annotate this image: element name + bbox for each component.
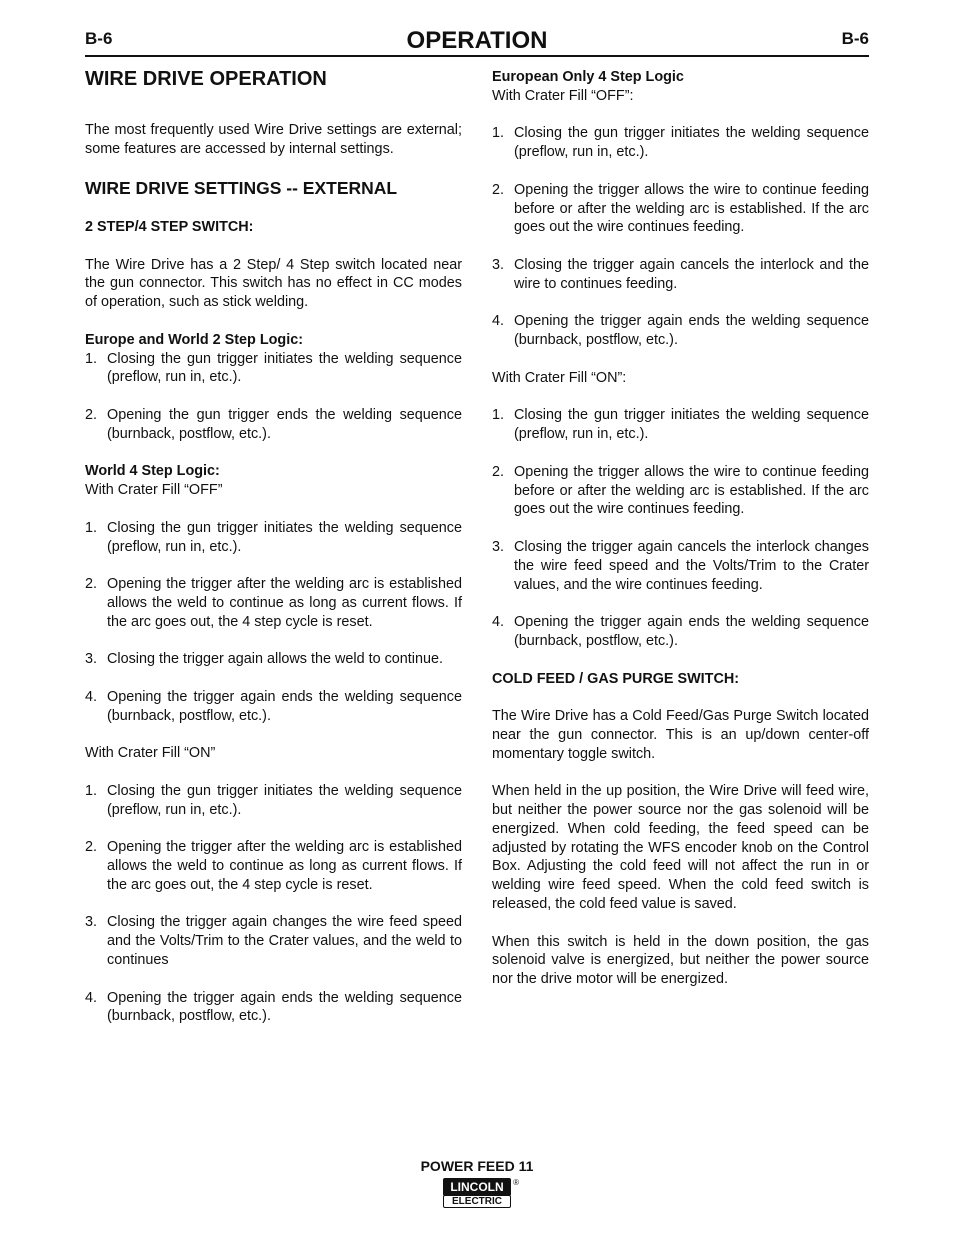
list-text: Opening the trigger again ends the welding sequence (burnback, postflow, etc.). <box>514 313 869 349</box>
list-item <box>85 688 462 726</box>
list-number: 4. <box>492 614 505 631</box>
list-number: 1. <box>85 350 98 367</box>
subsection-title: WIRE DRIVE SETTINGS -- EXTERNAL <box>85 178 398 199</box>
list-item <box>85 650 462 669</box>
list-item <box>492 463 869 519</box>
list-text: Opening the trigger again ends the welding sequence (burnback, postflow, etc.). <box>107 688 462 724</box>
crater-on-label: With Crater Fill “ON”: <box>492 369 627 386</box>
page-footer <box>0 1158 954 1209</box>
list-item <box>492 538 869 594</box>
list-text: Opening the trigger after the welding arc is established allows the weld to continue as long as current flows. If the arc goes out, the 4 step cycle is reset. <box>107 839 462 893</box>
page-title: OPERATION <box>406 27 548 54</box>
list-text: Closing the gun trigger initiates the welding sequence (preflow, run in, etc.). <box>107 519 462 555</box>
lincoln-electric-logo <box>443 1178 519 1208</box>
intro-paragraph: The most frequently used Wire Drive settings are external; some features are accessed by internal settings. <box>85 121 462 157</box>
list-number: 1. <box>85 519 98 536</box>
page-header <box>85 26 869 56</box>
list-text: Opening the trigger again ends the welding sequence (burnback, postflow, etc.). <box>514 614 869 649</box>
list-number: 3. <box>492 538 505 555</box>
list-number: 1. <box>492 407 505 424</box>
list-text: Opening the trigger again ends the welding sequence (burnback, postflow, etc.). <box>107 989 462 1025</box>
list-item <box>85 575 462 631</box>
right-column <box>492 66 869 989</box>
cold-feed-heading: COLD FEED / GAS PURGE SWITCH: <box>492 670 740 687</box>
list-item <box>492 256 869 294</box>
page-code-left: B-6 <box>85 29 113 48</box>
list-item <box>85 913 462 969</box>
list-number: 2. <box>85 406 98 423</box>
list-item <box>492 406 869 444</box>
list-item <box>492 312 869 350</box>
left-column <box>85 66 462 1026</box>
world-4step-label: World 4 Step Logic: <box>85 463 220 480</box>
list-text: Opening the trigger allows the wire to continue feeding before or after the welding arc is established. If the arc goes out the wire continues feeding. <box>514 463 869 518</box>
header-rule <box>85 55 869 57</box>
list-number: 4. <box>85 989 98 1006</box>
product-name: POWER FEED 11 <box>420 1158 534 1174</box>
list-number: 1. <box>492 125 505 142</box>
page-code-right: B-6 <box>841 29 869 48</box>
list-text: Closing the trigger again cancels the interlock changes the wire feed speed and the Volts/Trim to the Crater values, and the wire continues feeding. <box>514 538 869 593</box>
list-number: 2. <box>492 463 505 480</box>
list-item <box>492 124 869 162</box>
list-text: Opening the trigger allows the wire to continue feeding before or after the welding arc is established. If the arc goes out the wire continues feeding. <box>514 181 869 236</box>
cold-feed-paragraph-2: When held in the up position, the Wire Drive will feed wire, but neither the power source nor the gas solenoid will be energized. When cold feeding, the feed speed can be adjusted by rotating the WFS encoder knob on the Control Box. Adjusting the cold feed will not affect the run in or welding wire feed speed. When the cold feed switch is released, the cold feed value is saved. <box>492 783 869 913</box>
list-number: 2. <box>85 576 98 593</box>
logo-top-text: LINCOLN <box>443 1178 510 1196</box>
list-number: 4. <box>85 688 98 705</box>
list-number: 1. <box>85 782 98 799</box>
switch-paragraph: The Wire Drive has a 2 Step/ 4 Step switch located near the gun connector. This switch has no effect in CC modes of operation, such as stick welding. <box>85 256 462 311</box>
europe-2step-label: Europe and World 2 Step Logic: <box>85 331 304 348</box>
logo-bottom-text: ELECTRIC <box>443 1195 511 1208</box>
list-number: 3. <box>85 914 98 931</box>
list-text: Opening the gun trigger ends the welding sequence (burnback, postflow, etc.). <box>107 406 462 442</box>
list-item <box>85 350 462 388</box>
crater-on-label: With Crater Fill “ON” <box>85 745 216 762</box>
crater-off-label: With Crater Fill “OFF”: <box>492 87 634 104</box>
cold-feed-paragraph-1: The Wire Drive has a Cold Feed/Gas Purge Switch located near the gun connector. This is an up/down center-off momentary toggle switch. <box>492 708 869 762</box>
registered-mark: ® <box>513 1178 519 1187</box>
list-number: 3. <box>492 256 505 273</box>
crater-off-label: With Crater Fill “OFF” <box>85 482 223 499</box>
list-item <box>85 782 462 820</box>
list-item <box>85 989 462 1027</box>
cold-feed-paragraph-3: When this switch is held in the down position, the gas solenoid valve is energized, but neither the power source nor the drive motor will be energized. <box>492 933 869 988</box>
list-text: Closing the gun trigger initiates the welding sequence (preflow, run in, etc.). <box>514 407 869 443</box>
list-text: Closing the trigger again cancels the interlock and the wire to continues feeding. <box>514 256 869 292</box>
list-item <box>492 181 869 237</box>
list-text: Closing the trigger again allows the weld to continue. <box>107 651 443 668</box>
list-text: Opening the trigger after the welding arc is established allows the weld to continue as long as current flows. If the arc goes out, the 4 step cycle is reset. <box>107 576 462 630</box>
list-text: Closing the trigger again changes the wire feed speed and the Volts/Trim to the Crater values, and the weld to continues <box>107 914 462 969</box>
list-number: 2. <box>85 839 98 856</box>
list-number: 3. <box>85 651 98 668</box>
list-text: Closing the gun trigger initiates the welding sequence (preflow, run in, etc.). <box>107 782 462 818</box>
switch-heading: 2 STEP/4 STEP SWITCH: <box>85 218 254 235</box>
list-text: Closing the gun trigger initiates the welding sequence (preflow, run in, etc.). <box>107 350 462 386</box>
list-item <box>85 519 462 557</box>
list-number: 4. <box>492 313 505 330</box>
list-number: 2. <box>492 181 505 198</box>
list-item <box>492 613 869 651</box>
list-text: Closing the gun trigger initiates the welding sequence (preflow, run in, etc.). <box>514 125 869 161</box>
euro-4step-label: European Only 4 Step Logic <box>492 69 684 85</box>
list-item <box>85 406 462 444</box>
section-title: WIRE DRIVE OPERATION <box>85 68 327 90</box>
list-item <box>85 838 462 894</box>
